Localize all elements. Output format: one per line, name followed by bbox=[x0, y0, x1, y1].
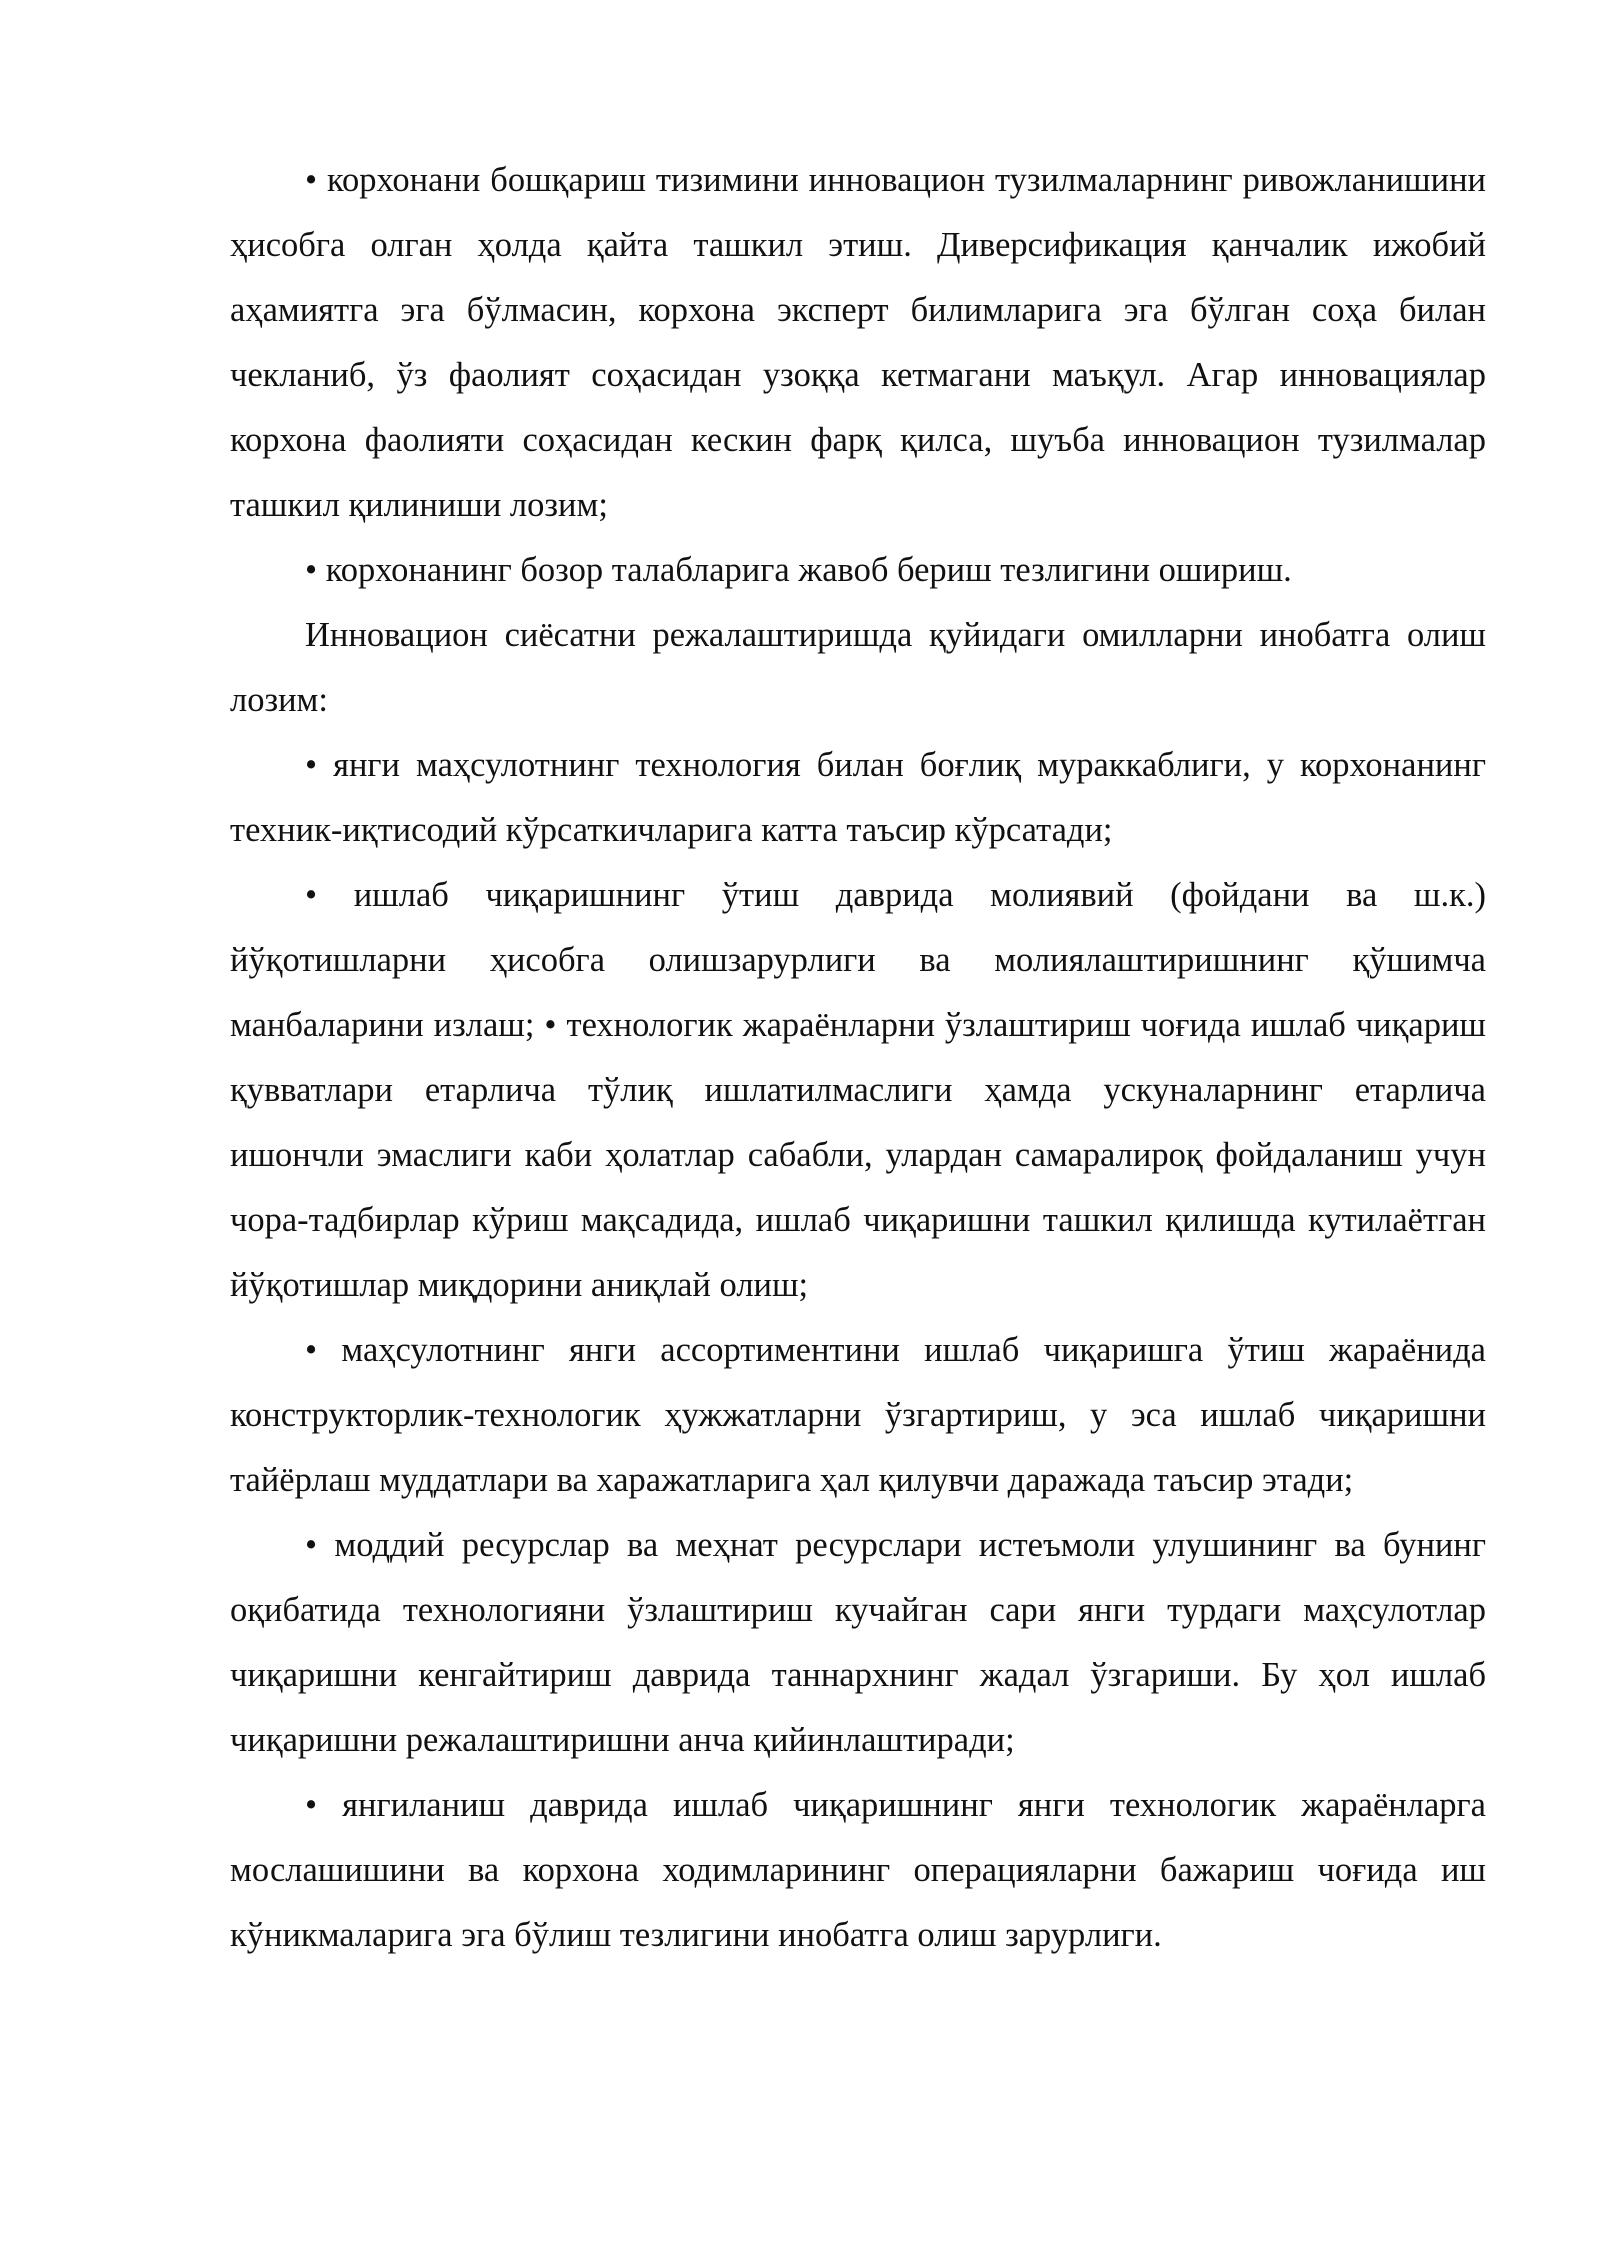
paragraph-market-response: • корхонанинг бозор талабларига жавоб бериш тезлигини ошириш. bbox=[305, 551, 1292, 589]
paragraph-financial-losses: • ишлаб чиқаришнинг ўтиш даврида молиявий (фойдани ва ш.к.) йўқотишларни ҳисобга олишзарурлиги ва молиялаштиришнинг қўшимча манбаларини излаш; • технологик жараёнларни ўзлаштириш чоғида ишлаб чиқариш қувватлари етарлича тўлиқ ишлатилмаслиги ҳамда ускуналарнинг етарлича ишончли эмаслиги каби ҳолатлар сабабли, улардан самаралироқ фойдаланиш учун чора-тадбирлар кўриш мақсадида, ишлаб чиқаришни ташкил қилишда кутилаётган йўқотишлар миқдорини аниқлай олиш; bbox=[230, 876, 1486, 1304]
paragraph-restructuring: • корхонани бошқариш тизимини инновацион тузилмаларнинг ривожланишини ҳисобга олган ҳолда қайта ташкил этиш. Диверсификация қанчалик ижобий аҳамиятга эга бўлмасин, корхона эксперт билимларига эга бўлган соҳа билан чекланиб, ўз фаолият соҳасидан узоққа кетмагани маъқул. Агар инновациялар корхона фаолияти соҳасидан кескин фарқ қилса, шуъба инновацион тузилмалар ташкил қилиниши лозим; bbox=[230, 161, 1486, 524]
paragraph-adaptation-speed: • янгиланиш даврида ишлаб чиқаришнинг янги технологик жараёнларга мослашишини ва корхона ходимларининг операцияларни бажариш чоғида иш кўникмаларига эга бўлиш тезлигини инобатга олиш зарурлиги. bbox=[230, 1786, 1486, 1954]
paragraph-resource-consumption: • моддий ресурслар ва меҳнат ресурслари истеъмоли улушининг ва бунинг оқибатида технологияни ўзлаштириш кучайган сари янги турдаги маҳсулотлар чиқаришни кенгайтириш даврида таннархнинг жадал ўзгариши. Бу ҳол ишлаб чиқаришни режалаштиришни анча қийинлаштиради; bbox=[230, 1526, 1486, 1759]
document-body bbox=[230, 148, 1486, 1968]
paragraph-product-complexity: • янги маҳсулотнинг технология билан боғлиқ мураккаблиги, у корхонанинг техник-иқтисодий кўрсаткичларига катта таъсир кўрсатади; bbox=[230, 746, 1486, 849]
paragraph-planning-factors-intro: Инновацион сиёсатни режалаштиришда қуйидаги омилларни инобатга олиш лозим: bbox=[230, 616, 1486, 719]
paragraph-assortment-change: • маҳсулотнинг янги ассортиментини ишлаб чиқаришга ўтиш жараёнида конструкторлик-технологик ҳужжатларни ўзгартириш, у эса ишлаб чиқаришни тайёрлаш муддатлари ва харажатларига ҳал қилувчи даражада таъсир этади; bbox=[230, 1331, 1486, 1499]
